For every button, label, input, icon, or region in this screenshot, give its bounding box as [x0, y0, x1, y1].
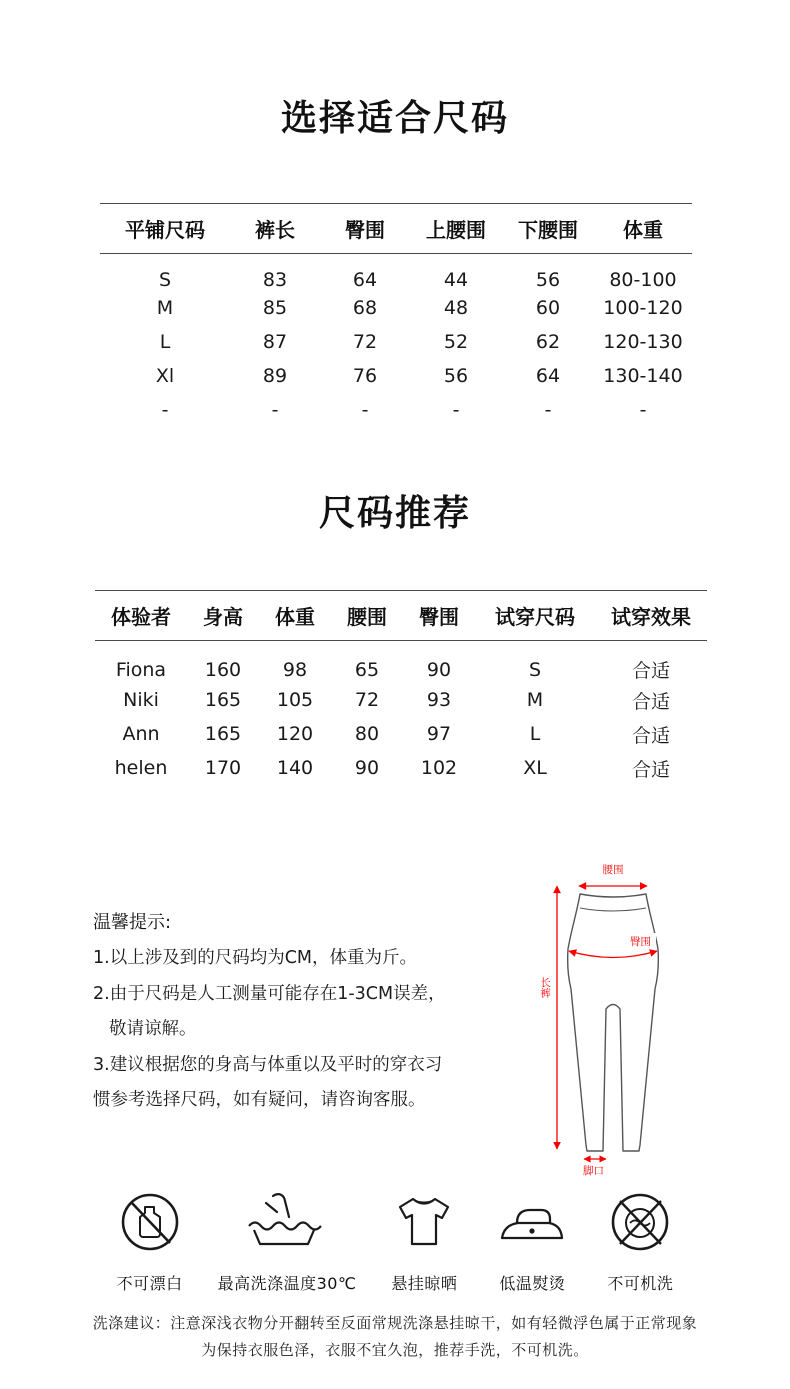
table-cell: 72: [352, 331, 378, 353]
hang-dry-icon: [388, 1185, 460, 1259]
warm-tips: [93, 905, 543, 1119]
table-cell: 140: [276, 757, 314, 779]
leggings-diagram-svg: [538, 857, 688, 1182]
leggings-measurement-diagram: [538, 857, 688, 1182]
table-cell: 120: [276, 723, 314, 745]
table-row: [100, 393, 692, 427]
table-row: [100, 359, 692, 393]
tip-line: 3.建议根据您的身高与体重以及平时的穿衣习: [93, 1054, 443, 1075]
care-label: 悬挂晾晒: [391, 1274, 458, 1293]
table-cell: -: [639, 399, 647, 421]
table-cell: 72: [354, 689, 380, 711]
table-row: [95, 717, 707, 751]
table-cell: -: [361, 399, 369, 421]
table-cell: -: [161, 399, 169, 421]
table-cell: 160: [204, 658, 242, 681]
table-cell: Fiona: [115, 658, 167, 681]
table-cell: -: [452, 399, 460, 421]
table-cell: 76: [352, 365, 378, 387]
hip-label: 臀围: [630, 936, 651, 948]
hand-wash-30-icon: [239, 1185, 335, 1259]
table-cell: Niki: [123, 689, 159, 711]
table-cell: 97: [426, 723, 452, 745]
table-cell: 89: [262, 365, 288, 387]
table-cell: Xl: [155, 365, 175, 387]
table-cell: 合适: [631, 660, 670, 682]
table-cell: 87: [262, 331, 288, 353]
table-cell: 56: [443, 365, 469, 387]
table-cell: 56: [535, 269, 561, 291]
table-cell: 165: [204, 689, 242, 711]
care-label: 不可漂白: [116, 1274, 183, 1293]
table-cell: M: [526, 689, 544, 711]
table-cell: 102: [420, 757, 458, 779]
tips-and-diagram-section: [0, 855, 790, 1177]
col-header-height: 身高: [187, 591, 259, 641]
tip-line: 敬请谅解。: [109, 1019, 197, 1039]
page-title-size-select: 选择适合尺码: [280, 98, 509, 139]
table-cell: 93: [426, 689, 452, 711]
table-cell: 44: [443, 269, 469, 291]
col-header-tryon-result: 试穿效果: [595, 591, 707, 641]
table-cell: 48: [443, 297, 469, 319]
table-cell: 60: [535, 297, 561, 319]
table-cell: 85: [262, 297, 288, 319]
length-label: 长裤: [539, 977, 551, 998]
care-item-hand-wash-30: [218, 1185, 357, 1294]
table-cell: 65: [354, 658, 380, 681]
table-cell: Ann: [122, 723, 160, 745]
table-cell: S: [158, 269, 172, 291]
no-machine-wash-icon: [604, 1185, 676, 1259]
table-cell: M: [156, 297, 174, 319]
table-cell: L: [529, 723, 541, 745]
care-icons-row: [0, 1185, 790, 1294]
table-cell: -: [271, 399, 279, 421]
care-item-hang-dry: [388, 1185, 460, 1294]
table-cell: 合适: [631, 724, 670, 747]
col-header-flat-size: 平铺尺码: [100, 204, 230, 254]
col-header-hip: 臀围: [403, 591, 475, 641]
table-cell: -: [544, 399, 552, 421]
leggings-outline: [568, 894, 659, 1151]
table-cell: 83: [262, 269, 288, 291]
table-cell: 165: [204, 723, 242, 745]
care-label: 不可机洗: [607, 1274, 674, 1293]
care-label: 最高洗涤温度30℃: [217, 1274, 357, 1293]
table-cell: helen: [114, 757, 168, 779]
table-row: [100, 291, 692, 325]
page-title-recommend: 尺码推荐: [318, 493, 471, 534]
table-cell: 170: [204, 757, 242, 779]
tip-line: 1.以上涉及到的尺码均为CM，体重为斤。: [93, 948, 418, 968]
table-cell: 52: [443, 331, 469, 353]
table-cell: 62: [535, 331, 561, 353]
table-cell: 90: [426, 658, 452, 681]
table-cell: 98: [282, 658, 308, 681]
table-row: [95, 751, 707, 785]
col-header-lower-waist: 下腰围: [502, 204, 594, 254]
care-label: 低温熨烫: [499, 1274, 566, 1293]
tips-title: 温馨提示:: [93, 912, 172, 933]
recommend-table-header-row: [95, 591, 707, 641]
table-cell: 105: [276, 689, 314, 711]
wash-advice-line-1: 洗涤建议：注意深浅衣物分开翻转至反面常规洗涤悬挂晾干，如有轻微浮色属于正常现象: [92, 1314, 698, 1332]
size-table-header-row: [100, 204, 692, 254]
size-table: [100, 203, 692, 427]
table-cell: 80-100: [609, 269, 677, 291]
table-row: [95, 683, 707, 717]
table-cell: 120-130: [603, 331, 683, 353]
col-header-hip: 臀围: [320, 204, 410, 254]
table-row: [100, 325, 692, 359]
table-cell: 90: [354, 757, 380, 779]
table-row: [100, 254, 692, 292]
table-cell: 68: [352, 297, 378, 319]
waistband-seam: [580, 908, 646, 911]
table-cell: 64: [352, 269, 378, 291]
recommend-table: [95, 590, 707, 785]
hip-arrow: [569, 951, 657, 958]
table-cell: 合适: [631, 758, 670, 781]
table-cell: 100-120: [603, 297, 683, 319]
table-cell: 合适: [631, 690, 670, 713]
care-item-iron-low: [492, 1185, 572, 1294]
no-bleach-icon: [114, 1185, 186, 1259]
care-item-no-bleach: [114, 1185, 186, 1294]
ankle-label: 脚口: [583, 1165, 604, 1177]
table-cell: L: [159, 331, 171, 353]
wash-advice-line-2: 为保持衣服色泽，衣服不宜久泡，推荐手洗，不可机洗。: [201, 1341, 589, 1359]
wash-advice: [0, 1310, 790, 1364]
tip-line: 惯参考选择尺码，如有疑问，请咨询客服。: [93, 1090, 426, 1110]
col-header-tester: 体验者: [95, 591, 187, 641]
table-cell: S: [528, 658, 542, 681]
col-header-waist: 腰围: [331, 591, 403, 641]
table-cell: 130-140: [603, 365, 683, 387]
tip-line: 2.由于尺码是人工测量可能存在1-3CM误差，: [93, 983, 446, 1004]
col-header-upper-waist: 上腰围: [410, 204, 502, 254]
col-header-weight: 体重: [259, 591, 331, 641]
iron-low-temp-icon: [492, 1185, 572, 1259]
table-cell: 64: [535, 365, 561, 387]
table-cell: 80: [354, 723, 380, 745]
col-header-tryon-size: 试穿尺码: [475, 591, 595, 641]
table-cell: XL: [523, 757, 547, 779]
col-header-pants-length: 裤长: [230, 204, 320, 254]
col-header-weight: 体重: [594, 204, 692, 254]
waist-label: 腰围: [602, 864, 624, 876]
care-item-no-machine-wash: [604, 1185, 676, 1294]
table-row: [95, 641, 707, 684]
